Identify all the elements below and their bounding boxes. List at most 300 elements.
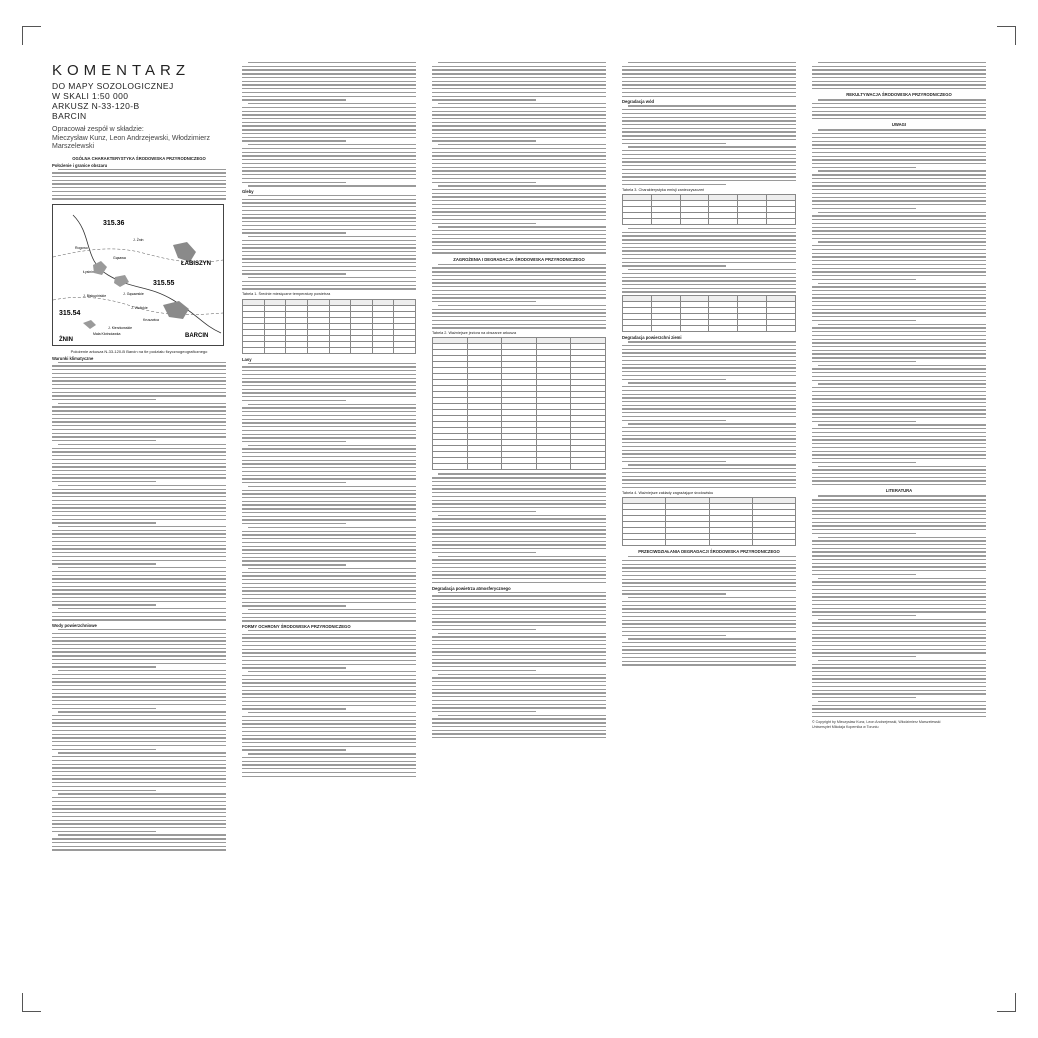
text-line: [812, 615, 916, 616]
text-line: [812, 682, 986, 683]
text-line: [812, 350, 986, 351]
text-line: [432, 309, 606, 310]
text-line: [812, 286, 986, 287]
text-line: [242, 84, 416, 85]
text-line: [52, 823, 226, 824]
text-line: [52, 838, 226, 839]
text-line: [812, 675, 986, 676]
text-line: [432, 324, 606, 325]
text-line: [242, 167, 416, 168]
text-line: [52, 470, 226, 471]
text-line: [242, 262, 416, 263]
river-line: [73, 215, 221, 333]
table-cell: [286, 347, 308, 353]
text-line: [52, 463, 226, 464]
text-line: [432, 689, 606, 690]
text-line: [248, 236, 416, 237]
text-line: [52, 519, 226, 520]
text-line: [242, 583, 416, 584]
text-line: [242, 73, 416, 74]
text-line: [432, 477, 606, 478]
text-line: [622, 635, 726, 636]
text-block: [52, 629, 226, 851]
text-line: [242, 645, 416, 646]
text-block: [812, 129, 986, 239]
text-line: [812, 540, 986, 541]
text-line: [622, 631, 796, 632]
text-line: [622, 420, 726, 421]
text-line: [812, 544, 986, 545]
text-line: [242, 493, 416, 494]
text-line: [432, 174, 606, 175]
text-line: [242, 174, 416, 175]
text-line: [242, 133, 416, 134]
text-line: [52, 522, 156, 523]
text-line: [432, 707, 606, 708]
text-line: [432, 726, 606, 727]
text-line: [812, 380, 986, 381]
text-line: [432, 81, 606, 82]
text-line: [622, 427, 796, 428]
text-line: [52, 176, 226, 177]
text-line: [242, 114, 416, 115]
text-line: [242, 437, 416, 438]
text-line: [242, 148, 416, 149]
text-line: [812, 555, 986, 556]
text-line: [52, 749, 156, 750]
text-line: [812, 604, 986, 605]
text-line: [432, 96, 606, 97]
text-line: [432, 692, 606, 693]
text-line: [52, 187, 226, 188]
text-line: [432, 327, 606, 328]
text-line: [242, 723, 416, 724]
text-line: [818, 466, 986, 467]
text-line: [52, 477, 226, 478]
text-line: [52, 786, 226, 787]
text-line: [432, 167, 606, 168]
text-line: [622, 586, 796, 587]
text-line: [52, 380, 226, 381]
text-line: [242, 605, 346, 606]
text-line: [242, 273, 346, 274]
text-line: [432, 140, 536, 141]
text-line: [52, 816, 226, 817]
text-line: [812, 361, 916, 362]
text-line: [432, 599, 606, 600]
text-line: [812, 451, 986, 452]
text-line: [812, 88, 986, 89]
text-line: [812, 443, 986, 444]
text-line: [52, 827, 226, 828]
text-line: [812, 208, 916, 209]
text-line: [812, 327, 986, 328]
text-line: [818, 537, 986, 538]
text-line: [812, 357, 986, 358]
text-block: [622, 62, 796, 97]
text-line: [818, 62, 986, 63]
text-line: [622, 612, 796, 613]
text-line: [812, 641, 986, 642]
text-line: [242, 590, 416, 591]
text-line: [52, 496, 226, 497]
text-line: [622, 575, 796, 576]
text-line: [432, 640, 606, 641]
text-block: [52, 362, 226, 621]
text-line: [812, 566, 986, 567]
text-line: [52, 563, 156, 564]
text-line: [812, 484, 986, 485]
text-line: [622, 128, 796, 129]
table-cell: [752, 540, 795, 546]
text-line: [622, 608, 796, 609]
text-line: [628, 464, 796, 465]
table-cell: [651, 326, 680, 332]
text-line: [432, 625, 606, 626]
text-line: [432, 614, 606, 615]
text-line: [622, 265, 726, 266]
text-line: [812, 245, 986, 246]
text-line: [242, 210, 416, 211]
text-line: [432, 606, 606, 607]
text-line: [242, 478, 416, 479]
text-line: [52, 681, 226, 682]
text-line: [622, 258, 796, 259]
section-heading: PRZECIWDZIAŁANIA DEGRADACJI ŚRODOWISKA PRZYRODNICZEGO: [638, 549, 780, 555]
text-line: [812, 156, 986, 157]
text-line: [432, 107, 606, 108]
text-line: [52, 790, 156, 791]
text-line: [242, 396, 416, 397]
text-line: [812, 197, 986, 198]
text-line: [812, 182, 986, 183]
table-row: [623, 326, 796, 332]
table-cell: [623, 219, 652, 225]
text-line: [622, 642, 796, 643]
text-line: [242, 137, 416, 138]
text-line: [622, 560, 796, 561]
text-line: [622, 394, 796, 395]
data-table: [432, 337, 606, 470]
text-line: [622, 360, 796, 361]
text-line: [52, 556, 226, 557]
text-line: [622, 653, 796, 654]
text-line: [242, 594, 416, 595]
text-line: [242, 686, 416, 687]
text-line: [622, 81, 796, 82]
text-line: [52, 812, 226, 813]
subsection-heading: Warunki klimatyczne: [52, 355, 94, 361]
text-line: [432, 286, 606, 287]
text-line: [622, 284, 796, 285]
text-line: [52, 633, 226, 634]
column-5: [812, 62, 986, 982]
text-line: [242, 400, 346, 401]
text-block: [432, 473, 606, 583]
text-line: [628, 146, 796, 147]
text-line: [812, 716, 986, 717]
text-line: [432, 700, 606, 701]
text-line: [242, 617, 416, 618]
text-line: [812, 118, 986, 119]
text-line: [432, 644, 606, 645]
text-line: [52, 666, 156, 667]
text-line: [242, 96, 416, 97]
map-village-label: J. Gąsawskie: [123, 291, 144, 296]
text-line: [622, 180, 796, 181]
text-line: [52, 846, 226, 847]
text-line: [812, 185, 986, 186]
text-line: [628, 105, 796, 106]
text-line: [432, 275, 606, 276]
text-line: [622, 143, 726, 144]
text-line: [52, 778, 226, 779]
text-line: [812, 174, 986, 175]
table-cell: [680, 326, 709, 332]
text-line: [432, 111, 606, 112]
text-line: [432, 662, 606, 663]
text-line: [432, 529, 606, 530]
text-line: [812, 469, 986, 470]
text-line: [622, 375, 796, 376]
text-line: [52, 589, 226, 590]
text-line: [622, 564, 796, 565]
text-line: [52, 575, 226, 576]
subsection-heading: Degradacja powierzchni ziemi: [622, 335, 682, 341]
text-line: [242, 504, 416, 505]
map-town-label: ŁABISZYN: [181, 260, 211, 267]
text-line: [812, 559, 986, 560]
text-line: [242, 422, 416, 423]
text-line: [52, 674, 226, 675]
text-line: [438, 226, 606, 227]
text-line: [818, 99, 986, 100]
text-line: [242, 129, 416, 130]
text-line: [52, 586, 226, 587]
text-line: [52, 708, 156, 709]
text-line: [812, 697, 916, 698]
text-line: [812, 107, 986, 108]
university-note: Uniwersytet Mikołaja Kopernika w Toruniu: [812, 724, 879, 729]
text-line: [622, 139, 796, 140]
text-line: [818, 578, 986, 579]
text-line: [622, 664, 796, 665]
text-line: [432, 133, 606, 134]
text-line: [242, 92, 416, 93]
text-line: [812, 477, 986, 478]
text-line: [52, 388, 226, 389]
text-line: [628, 556, 796, 557]
table-cell: [329, 347, 351, 353]
text-line: [812, 346, 986, 347]
text-line: [432, 618, 606, 619]
text-line: [628, 423, 796, 424]
text-line: [812, 144, 986, 145]
text-line: [812, 436, 986, 437]
text-line: [242, 697, 416, 698]
text-line: [812, 335, 986, 336]
text-line: [812, 316, 986, 317]
text-line: [242, 140, 346, 141]
text-line: [242, 776, 416, 777]
column-2: [242, 62, 416, 982]
text-line: [242, 708, 346, 709]
text-block: [812, 241, 986, 380]
text-line: [622, 476, 796, 477]
text-line: [242, 757, 416, 758]
text-line: [812, 705, 986, 706]
text-line: [432, 582, 606, 583]
text-line: [52, 377, 226, 378]
text-line: [242, 182, 346, 183]
map-village-label: J. Biskupińskie: [83, 293, 107, 298]
text-line: [812, 264, 986, 265]
text-line: [52, 195, 226, 196]
table-row: [433, 464, 606, 470]
text-line: [52, 180, 226, 181]
text-line: [812, 600, 986, 601]
text-line: [818, 170, 986, 171]
text-line: [52, 730, 226, 731]
text-line: [432, 544, 606, 545]
text-line: [58, 362, 226, 363]
text-line: [812, 652, 986, 653]
text-line: [432, 485, 606, 486]
text-line: [242, 125, 416, 126]
text-line: [812, 234, 986, 235]
text-line: [432, 84, 606, 85]
text-line: [242, 490, 416, 491]
text-line: [242, 512, 416, 513]
text-line: [58, 403, 226, 404]
text-line: [432, 208, 606, 209]
text-line: [622, 124, 796, 125]
text-line: [242, 270, 416, 271]
text-line: [242, 69, 416, 70]
lake-shape: [83, 320, 96, 329]
text-line: [432, 722, 606, 723]
text-line: [242, 656, 416, 657]
text-line: [432, 511, 536, 512]
text-line: [52, 183, 226, 184]
text-line: [628, 341, 796, 342]
text-line: [52, 745, 226, 746]
text-line: [812, 297, 986, 298]
text-line: [812, 447, 986, 448]
text-line: [432, 178, 606, 179]
text-line: [622, 397, 796, 398]
text-line: [622, 601, 796, 602]
text-block: [622, 556, 796, 666]
text-line: [622, 247, 796, 248]
text-line: [52, 831, 156, 832]
text-line: [242, 742, 416, 743]
text-line: [812, 510, 986, 511]
subtitle-line: ARKUSZ N-33-120-B: [52, 101, 140, 111]
text-line: [812, 480, 986, 481]
text-line: [812, 406, 986, 407]
text-line: [622, 605, 796, 606]
section-heading: UWAGI: [891, 122, 907, 128]
text-line: [438, 305, 606, 306]
text-line: [622, 232, 796, 233]
text-line: [812, 141, 986, 142]
text-line: [432, 99, 536, 100]
text-line: [242, 460, 416, 461]
text-line: [432, 730, 606, 731]
text-line: [52, 601, 226, 602]
text-line: [248, 144, 416, 145]
text-line: [812, 563, 986, 564]
text-line: [432, 659, 606, 660]
map-village-label: J. Żnin: [133, 237, 144, 242]
text-block: [622, 341, 796, 488]
text-line: [52, 533, 226, 534]
text-line: [812, 309, 986, 310]
text-line: [622, 590, 796, 591]
text-line: [242, 564, 346, 565]
text-line: [52, 722, 226, 723]
text-line: [812, 249, 986, 250]
text-line: [52, 801, 226, 802]
text-line: [628, 597, 796, 598]
text-line: [52, 640, 226, 641]
text-line: [622, 131, 796, 132]
text-line: [58, 629, 226, 630]
text-line: [432, 537, 606, 538]
text-line: [242, 285, 416, 286]
text-line: [812, 402, 986, 403]
map-village-label: Gąsawa: [113, 255, 126, 260]
text-line: [432, 685, 606, 686]
text-line: [432, 507, 606, 508]
text-line: [432, 621, 606, 622]
text-line: [242, 247, 416, 248]
text-line: [242, 385, 416, 386]
text-line: [58, 834, 226, 835]
text-line: [242, 720, 416, 721]
text-line: [812, 238, 986, 239]
text-line: [248, 445, 416, 446]
text-line: [242, 761, 416, 762]
document-title: KOMENTARZ: [52, 62, 191, 79]
text-line: [622, 176, 796, 177]
text-line: [622, 386, 796, 387]
text-line: [622, 450, 796, 451]
text-line: [52, 384, 226, 385]
text-line: [622, 250, 796, 251]
text-line: [242, 255, 416, 256]
text-line: [242, 549, 416, 550]
text-line: [818, 495, 986, 496]
text-line: [52, 655, 226, 656]
text-line: [52, 719, 226, 720]
text-line: [242, 441, 346, 442]
text-line: [818, 129, 986, 130]
text-line: [812, 637, 986, 638]
text-line: [242, 475, 416, 476]
text-line: [812, 84, 986, 85]
text-line: [242, 572, 416, 573]
table-row: [623, 219, 796, 225]
text-line: [812, 503, 986, 504]
table-cell: [666, 540, 709, 546]
text-line: [52, 771, 226, 772]
text-line: [628, 638, 796, 639]
text-line: [52, 392, 226, 393]
text-line: [242, 538, 416, 539]
text-line: [812, 159, 986, 160]
